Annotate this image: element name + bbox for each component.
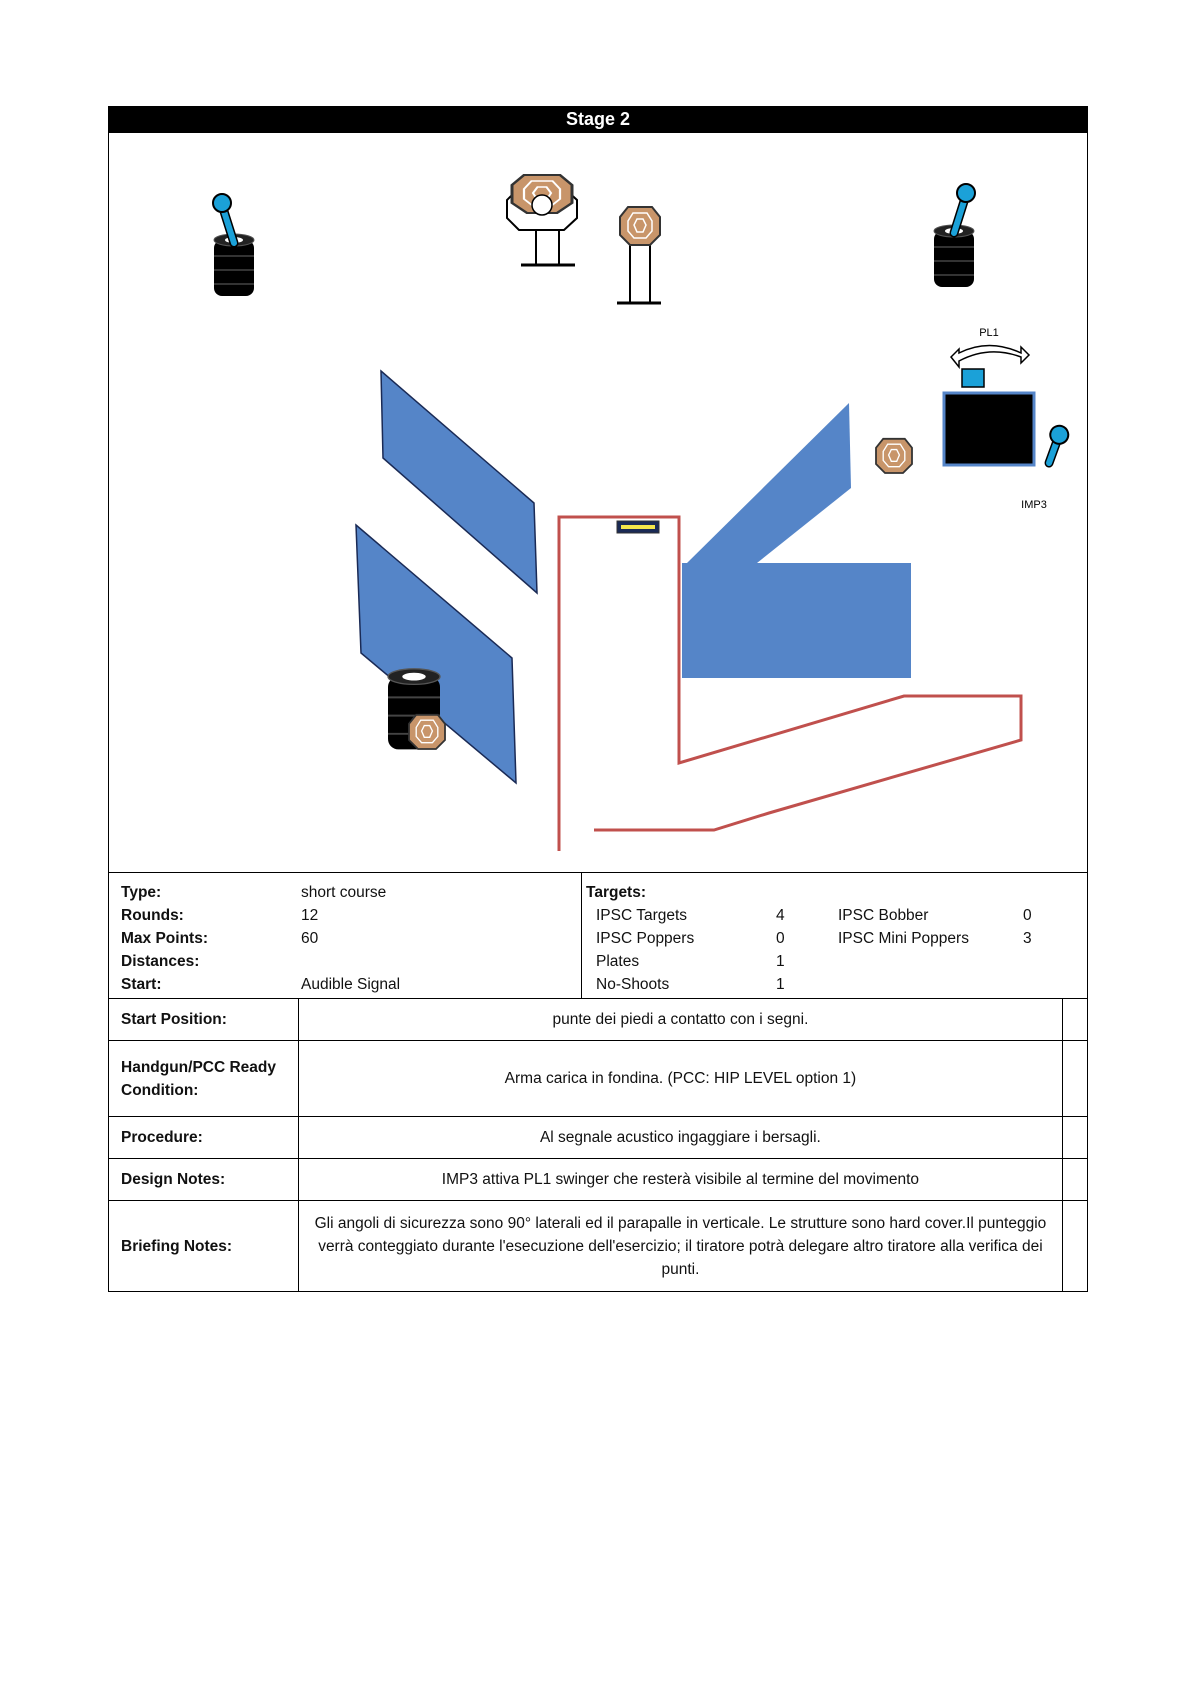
rounds-value: 12 [301, 906, 319, 924]
no-shoots-value: 1 [776, 975, 785, 993]
plates-value: 1 [776, 952, 785, 970]
stage-diagram-svg [109, 133, 1089, 873]
stage-diagram [108, 132, 1088, 872]
ipsc-mini-poppers-value: 3 [1023, 929, 1032, 947]
stage-notes [108, 999, 1088, 1292]
type-value: short course [301, 883, 387, 901]
ipsc-targets-value: 4 [776, 906, 785, 924]
note-label: Handgun/PCC Ready Condition: [109, 1041, 299, 1116]
plates-label: Plates [596, 952, 640, 970]
note-row-start-position [108, 999, 1088, 1041]
note-row-ready-condition [108, 1041, 1088, 1117]
note-value: IMP3 attiva PL1 swinger che resterà visibile al termine del movimento [299, 1159, 1063, 1200]
note-label: Briefing Notes: [109, 1201, 299, 1291]
swinger-plate-pl1 [962, 369, 984, 387]
activator-label: IMP3 [1021, 499, 1047, 511]
ipsc-bobber-value: 0 [1023, 906, 1032, 924]
note-row-procedure [108, 1117, 1088, 1159]
type-label: Type: [121, 883, 162, 901]
note-pad [1063, 999, 1088, 1040]
stage-sheet [108, 106, 1088, 1292]
target-with-no-shoot [507, 175, 577, 265]
note-pad [1063, 1201, 1088, 1291]
wall-diagonal-right [687, 403, 851, 563]
plate-face [621, 525, 655, 529]
target-right [876, 439, 912, 473]
note-value: punte dei piedi a contatto con i segni. [299, 999, 1063, 1040]
note-pad [1063, 1159, 1088, 1200]
note-pad [1063, 1041, 1088, 1116]
mini-popper-imp3 [1041, 423, 1071, 466]
max-points-label: Max Points: [121, 929, 208, 947]
note-label: Procedure: [109, 1117, 299, 1158]
note-row-design-notes [108, 1159, 1088, 1201]
ipsc-targets-label: IPSC Targets [596, 906, 688, 924]
no-shoots-label: No-Shoots [596, 975, 670, 993]
activator-cover-box [944, 393, 1034, 465]
note-value: Arma carica in fondina. (PCC: HIP LEVEL option 1) [299, 1041, 1063, 1116]
ipsc-bobber-label: IPSC Bobber [838, 906, 929, 924]
note-value: Al segnale acustico ingaggiare i bersagli. [299, 1117, 1063, 1158]
start-value: Audible Signal [301, 975, 401, 993]
ipsc-poppers-value: 0 [776, 929, 785, 947]
note-value: Gli angoli di sicurezza sono 90° laterali ed il parapalle in verticale. Le strutture sono hard cover.Il punteggio verrà conteggiato durante l'esecuzione dell'esercizio; il tiratore potrà delegare altro tiratore alla verifica dei punti. [299, 1201, 1063, 1291]
swinger-label: PL1 [979, 327, 999, 339]
target-bottom-left [409, 715, 445, 749]
start-label: Start: [121, 975, 162, 993]
specs-targets [582, 873, 1087, 998]
targets-header: Targets: [586, 884, 647, 901]
note-row-briefing-notes [108, 1201, 1088, 1292]
note-pad [1063, 1117, 1088, 1158]
stage-specs [108, 872, 1088, 999]
ipsc-poppers-label: IPSC Poppers [596, 929, 695, 947]
wall-right-block [682, 563, 911, 678]
target-on-stand [617, 207, 661, 303]
note-label: Design Notes: [109, 1159, 299, 1200]
ipsc-mini-poppers-label: IPSC Mini Poppers [838, 929, 969, 947]
max-points-value: 60 [301, 929, 319, 947]
distances-label: Distances: [121, 952, 200, 970]
stage-title: Stage 2 [108, 106, 1088, 132]
swinger-arrow [951, 346, 1029, 368]
note-label: Start Position: [109, 999, 299, 1040]
specs-general [109, 873, 582, 998]
rounds-label: Rounds: [121, 906, 184, 924]
wall-upper-left [381, 371, 537, 593]
